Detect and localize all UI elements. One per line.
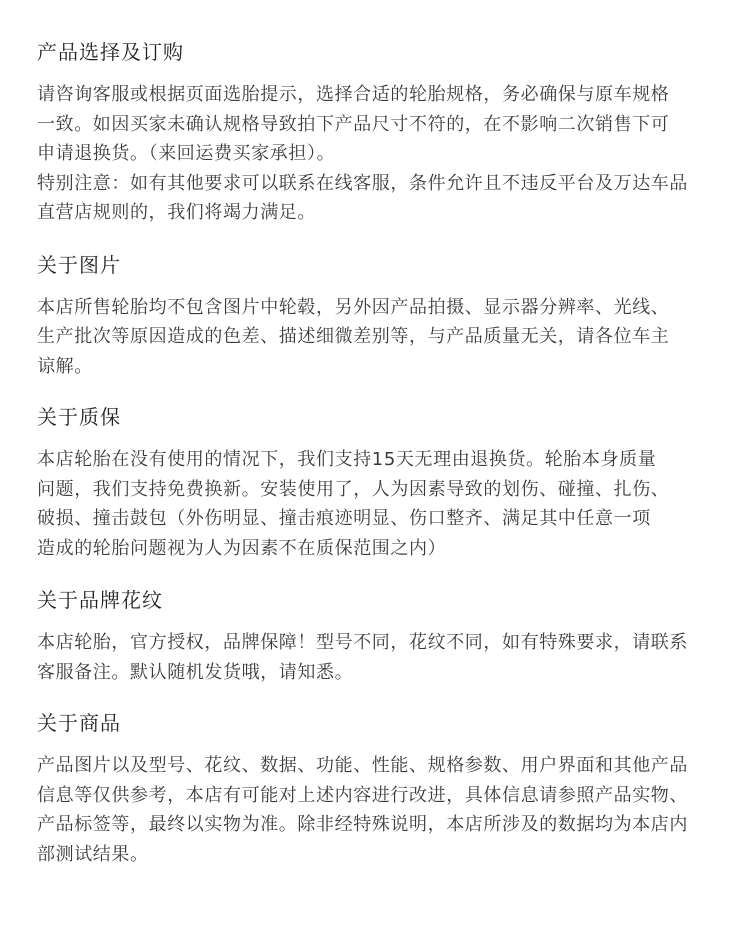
section-title: 关于品牌花纹 <box>37 588 163 612</box>
text-line: 部测试结果。 <box>37 843 149 865</box>
section-title: 产品选择及订购 <box>37 40 184 64</box>
text-line: 产品标签等，最终以实物为准。除非经特殊说明，本店所涉及的数据均为本店内 <box>37 814 688 835</box>
text-line: 生产批次等原因造成的色差、描述细微差别等，与产品质量无关，请各位车主 <box>37 326 670 347</box>
text-line: 客服备注。默认随机发货哦，请知悉。 <box>37 661 354 683</box>
section-about-brand-pattern <box>37 586 728 687</box>
text-line: 谅解。 <box>37 355 93 377</box>
section-product-selection <box>37 38 728 228</box>
section-title: 关于图片 <box>37 252 121 277</box>
text-line: 本店轮胎在没有使用的情况下，我们支持15天无理由退换货。轮胎本身质量 <box>37 449 657 470</box>
text-line: 本店轮胎，官方授权，品牌保障！型号不同，花纹不同，如有特殊要求，请联系 <box>37 632 688 653</box>
section-title: 关于质保 <box>37 405 121 429</box>
text-line: 问题，我们支持免费换新。安装使用了，人为因素导致的划伤、碰撞、扎伤、 <box>37 478 670 500</box>
section-body <box>37 80 728 228</box>
text-line: 本店所售轮胎均不包含图片中轮毂，另外因产品拍摄、显示器分辨率、光线、 <box>37 296 670 318</box>
section-body <box>37 445 728 563</box>
section-about-images <box>37 251 728 382</box>
section-body <box>37 628 728 687</box>
text-line: 请咨询客服或根据页面选胎提示，选择合适的轮胎规格，务必确保与原车规格 <box>37 84 670 105</box>
text-line: 产品图片以及型号、花纹、数据、功能、性能、规格参数、用户界面和其他产品 <box>37 755 688 776</box>
text-line: 申请退换货。（来回运费买家承担）。 <box>37 143 336 164</box>
section-title: 关于商品 <box>37 711 121 735</box>
section-body <box>37 751 728 869</box>
text-line: 特别注意：如有其他要求可以联系在线客服，条件允许且不违反平台及万达车品 <box>37 172 688 194</box>
section-about-products <box>37 709 728 869</box>
text-line: 信息等仅供参考，本店有可能对上述内容进行改进，具体信息请参照产品实物、 <box>37 784 688 806</box>
text-line: 直营店规则的，我们将竭力满足。 <box>37 202 316 223</box>
section-about-warranty <box>37 403 728 563</box>
text-line: 破损、撞击鼓包（外伤明显、撞击痕迹明显、伤口整齐、满足其中任意一项 <box>37 508 651 529</box>
section-body <box>37 293 728 382</box>
text-line: 一致。如因买家未确认规格导致拍下产品尺寸不符的，在不影响二次销售下可 <box>37 113 670 135</box>
text-line: 造成的轮胎问题视为人为因素不在质保范围之内） <box>37 537 447 559</box>
